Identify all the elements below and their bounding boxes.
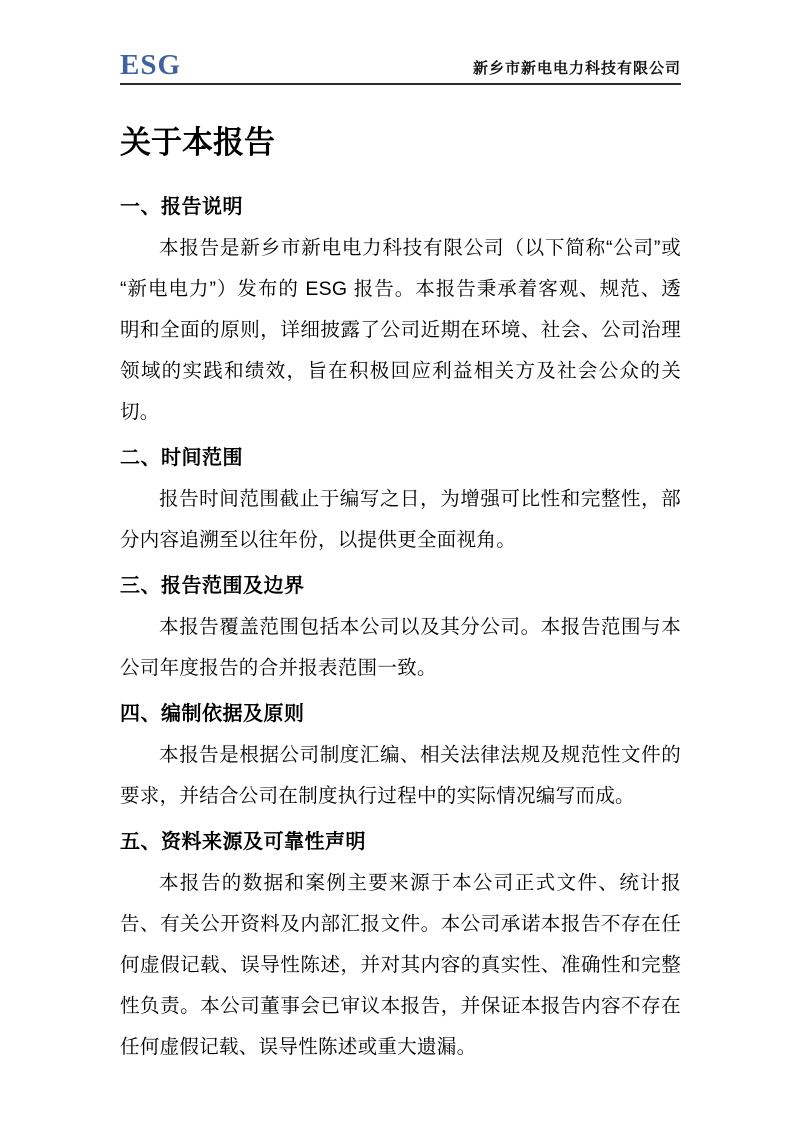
section-body: 本报告覆盖范围包括本公司以及其分公司。本报告范围与本公司年度报告的合并报表范围一致。 xyxy=(120,616,681,679)
company-name: 新乡市新电电力科技有限公司 xyxy=(472,60,681,77)
report-section-2 xyxy=(120,438,681,561)
page-header xyxy=(120,50,681,85)
report-section-3 xyxy=(120,566,681,689)
report-section-1 xyxy=(120,187,681,433)
section-body: 报告时间范围截止于编写之日，为增强可比性和完整性，部分内容追溯至以往年份，以提供更全面视角。 xyxy=(120,488,681,551)
section-body: 本报告是新乡市新电电力科技有限公司（以下简称“公司”或“新电电力”）发布的 ESG 报告。本报告秉承着客观、规范、透明和全面的原则，详细披露了公司近期在环境、社会、公司治理领域的实践和绩效，旨在积极回应利益相关方及社会公众的关切。 xyxy=(120,237,681,423)
section-body: 本报告是根据公司制度汇编、相关法律法规及规范性文件的要求，并结合公司在制度执行过程中的实际情况编写而成。 xyxy=(120,744,681,807)
esg-logo: ESG xyxy=(120,49,182,81)
section-heading: 四、编制依据及原则 xyxy=(120,703,305,725)
section-heading: 五、资料来源及可靠性声明 xyxy=(120,831,366,853)
report-section-5 xyxy=(120,822,681,1068)
section-heading: 一、报告说明 xyxy=(120,196,243,218)
section-heading: 三、报告范围及边界 xyxy=(120,575,305,597)
section-body: 本报告的数据和案例主要来源于本公司正式文件、统计报告、有关公开资料及内部汇报文件。本公司承诺本报告不存在任何虚假记载、误导性陈述，并对其内容的真实性、准确性和完整性负责。本公司董事会已审议本报告，并保证本报告内容不存在任何虚假记载、误导性陈述或重大遗漏。 xyxy=(120,872,681,1058)
report-section-4 xyxy=(120,694,681,817)
page-title: 关于本报告 xyxy=(120,125,275,160)
section-heading: 二、时间范围 xyxy=(120,447,243,469)
